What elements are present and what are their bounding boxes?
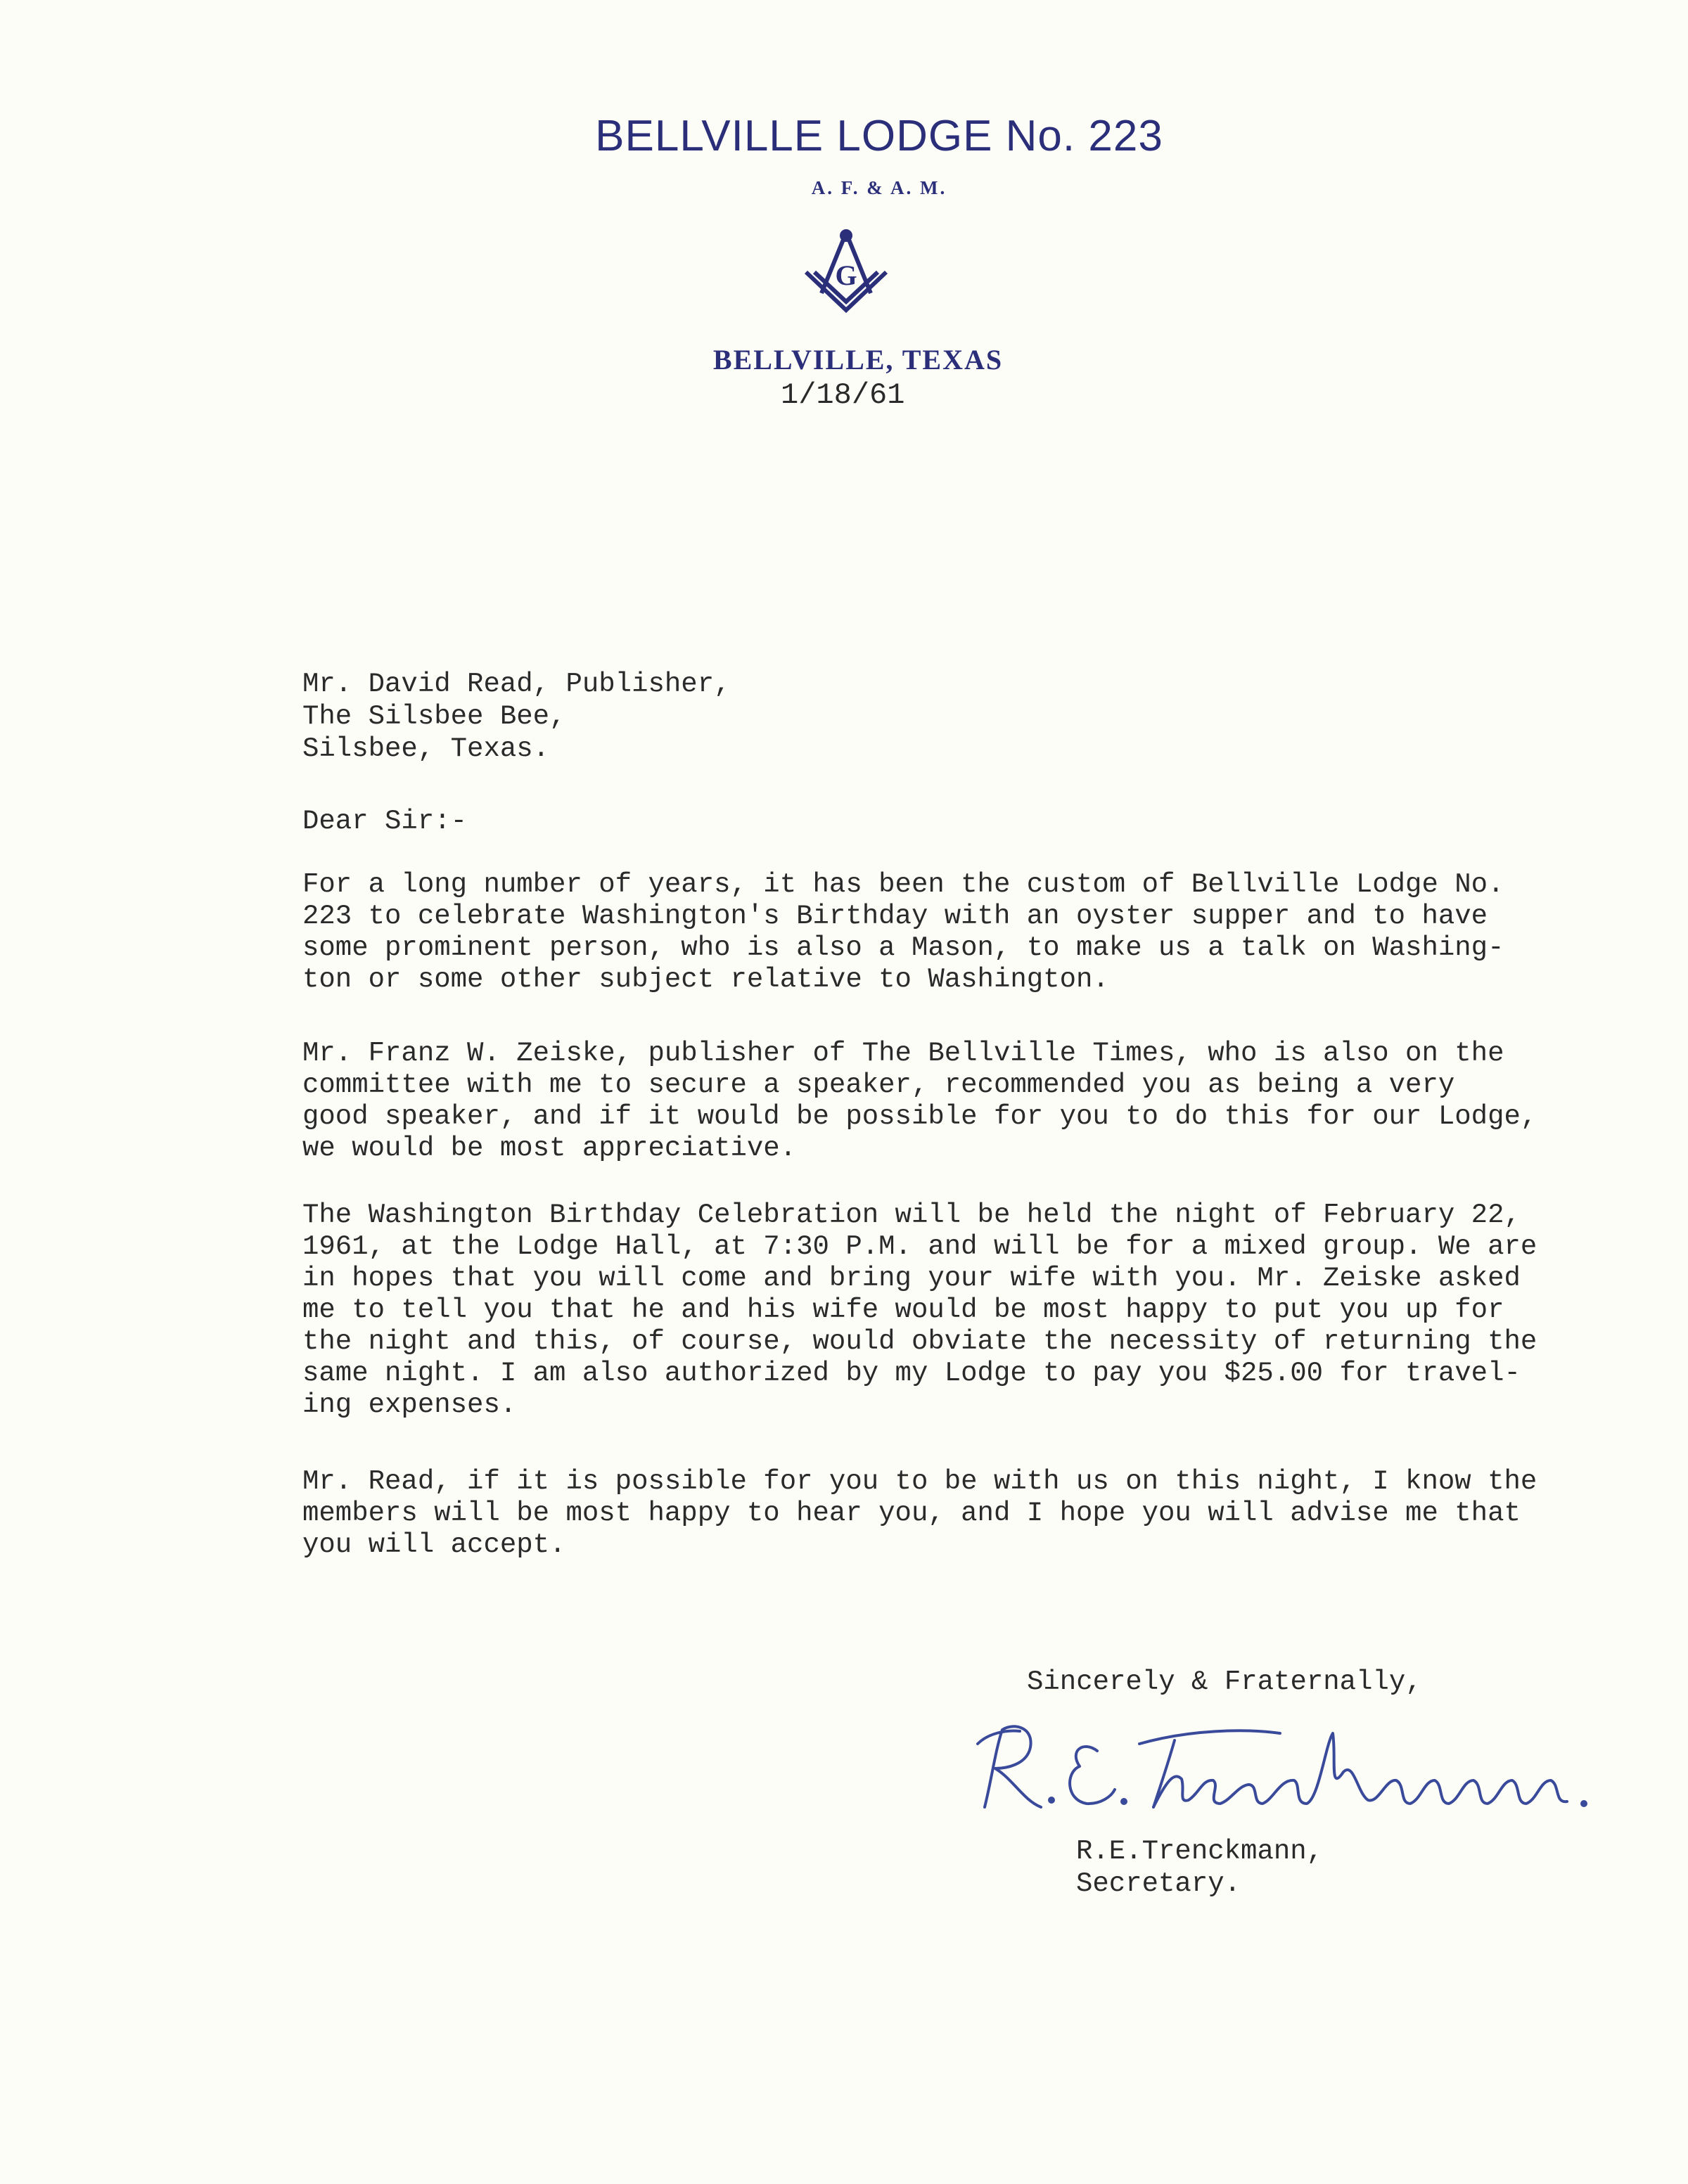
signer-title: Secretary. bbox=[1076, 1868, 1241, 1899]
closing: Sincerely & Fraternally, bbox=[1027, 1666, 1422, 1697]
recipient-address bbox=[302, 668, 731, 765]
letter-date: 1/18/61 bbox=[781, 378, 905, 412]
lodge-subtitle: A. F. & A. M. bbox=[811, 177, 947, 198]
recipient-line: The Silsbee Bee, bbox=[302, 701, 566, 732]
body-paragraph: The Washington Birthday Celebration will be held the night of February 22, 1961, at the Lodge Hall, at 7:30 P.M. and will be for a mixed group. We are in hopes that you will come and bring your wife with you. Mr. Zeiske asked me to tell you that he and his wife would be most happy to put you up for the night and this, of course, would obviate the necessity of returning the same night. I am also authorized by my Lodge to pay you $25.00 for travel- ing expenses. bbox=[302, 1200, 1537, 1420]
signer-name: R.E.Trenckmann, bbox=[1076, 1836, 1324, 1867]
lodge-name: BELLVILLE LODGE No. 223 bbox=[595, 112, 1163, 160]
recipient-line: Silsbee, Texas. bbox=[302, 733, 550, 764]
salutation: Dear Sir:- bbox=[302, 806, 468, 837]
emblem-letter: G bbox=[835, 259, 857, 291]
handwritten-signature bbox=[964, 1702, 1618, 1835]
letterhead-city: BELLVILLE, TEXAS bbox=[712, 344, 1004, 375]
body-paragraph: Mr. Read, if it is possible for you to be with us on this night, I know the members will be most happy to hear you, and I hope you will advise me that you will accept. bbox=[302, 1466, 1537, 1560]
body-paragraph: Mr. Franz W. Zeiske, publisher of The Bellville Times, who is also on the committee with me to secure a speaker, recommended you as being a very good speaker, and if it would be possible for you to do this for our Lodge, we would be most appreciative. bbox=[302, 1038, 1537, 1164]
recipient-line: Mr. David Read, Publisher, bbox=[302, 669, 731, 700]
body-paragraph: For a long number of years, it has been the custom of Bellville Lodge No. 223 to celebrate Washington's Birthday with an oyster supper and to have some prominent person, who is also a Mason, to make us a talk on Washing- ton or some other subject relative to Washington. bbox=[302, 869, 1504, 995]
signer-block bbox=[1076, 1835, 1323, 1900]
square-and-compass-icon bbox=[800, 229, 892, 316]
